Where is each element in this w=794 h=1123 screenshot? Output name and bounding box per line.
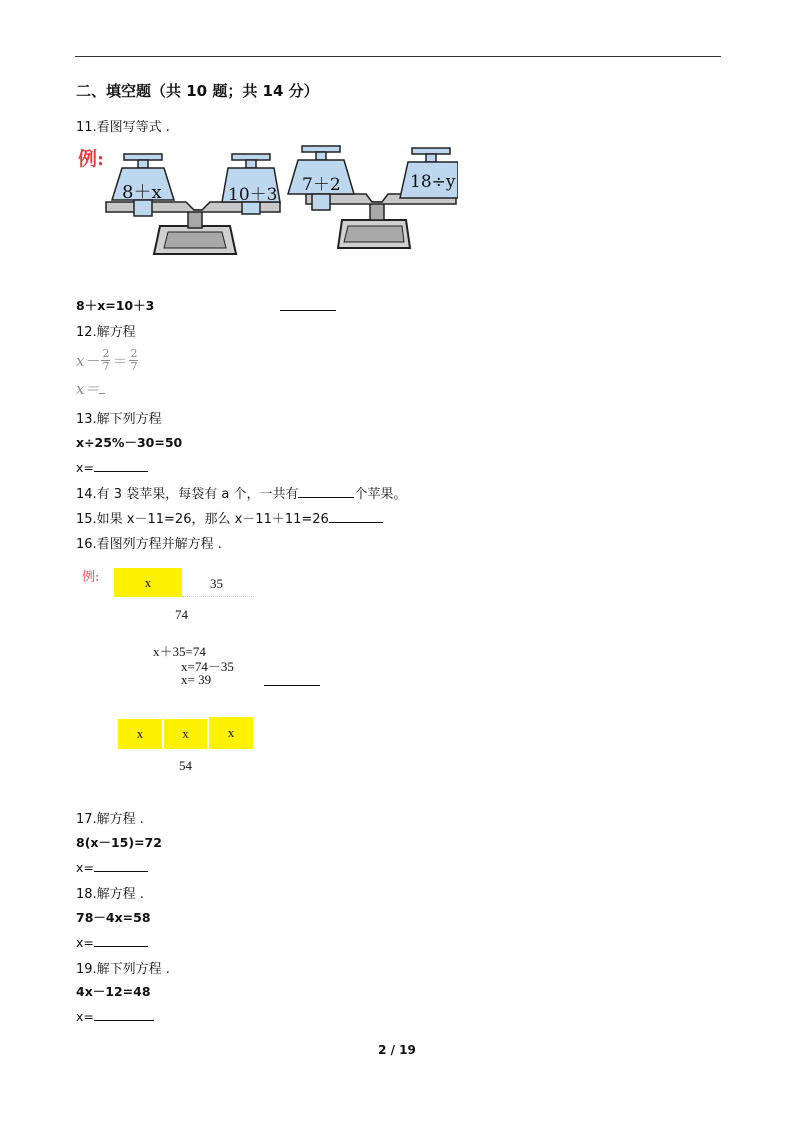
question-17-label: 17.解方程 . xyxy=(76,812,144,827)
q16-answer-blank[interactable] xyxy=(264,672,320,686)
q17-answer-row xyxy=(76,858,148,875)
exercise-scale xyxy=(288,146,458,248)
q12-answer-prefix: x＝ xyxy=(76,380,100,398)
q16-step-3: x= 39 xyxy=(181,672,212,687)
q12-equals: ＝ xyxy=(112,352,128,370)
q13-equation: x÷25%－30=50 xyxy=(76,435,183,450)
q18-answer-blank[interactable] xyxy=(94,933,148,947)
q12-fraction xyxy=(101,348,110,373)
pan-label-2: 10＋3 xyxy=(228,185,278,205)
q19-answer-row xyxy=(76,1007,154,1024)
q17-answer-blank[interactable] xyxy=(94,858,148,872)
q19-equation: 4x－12=48 xyxy=(76,984,151,999)
q11-example-equation: 8＋x=10＋3 xyxy=(76,298,155,313)
q12-equation xyxy=(76,348,140,373)
question-16-label: 16.看图列方程并解方程 . xyxy=(76,537,222,552)
q11-answer-blank[interactable] xyxy=(280,297,336,311)
q12-frac-num: 2 xyxy=(102,347,110,360)
q18-answer-row xyxy=(76,933,148,950)
q13-answer-row xyxy=(76,458,148,475)
q13-answer-blank[interactable] xyxy=(94,458,148,472)
q14-text: 14.有 3 袋苹果，每袋有 a 个，一共有 xyxy=(76,487,299,502)
bar-segment-35: 35 xyxy=(210,576,223,591)
pan-label-3: 7＋2 xyxy=(302,175,341,195)
q13-answer-prefix: x= xyxy=(76,460,94,475)
q19-answer-prefix: x= xyxy=(76,1009,94,1024)
q12-frac-den: 7 xyxy=(102,360,110,373)
q12-rhs-den: 7 xyxy=(130,360,138,373)
question-14 xyxy=(76,483,406,502)
question-13-label: 13.解下列方程 xyxy=(76,412,162,427)
question-18-label: 18.解方程 . xyxy=(76,887,144,902)
q16-step-1: x＋35=74 xyxy=(153,644,206,659)
bar-x-3: x xyxy=(209,717,253,749)
example-mark-11: 例: xyxy=(78,148,105,170)
q18-answer-prefix: x= xyxy=(76,935,94,950)
pan-label-1: 8＋x xyxy=(122,182,162,203)
q12-rhs-fraction xyxy=(129,348,138,373)
question-12-label: 12.解方程 xyxy=(76,325,136,340)
q12-answer-blank[interactable] xyxy=(99,380,105,394)
bar-x-2: x xyxy=(164,719,207,749)
question-19-label: 19.解下列方程 . xyxy=(76,962,170,977)
question-15 xyxy=(76,508,383,527)
q12-lhs: x－ xyxy=(76,352,100,370)
section-title: 二、填空题（共 10 题；共 14 分） xyxy=(76,82,319,100)
example-mark-16: 例: xyxy=(82,570,100,585)
q12-rhs-num: 2 xyxy=(130,347,138,360)
total-74: 74 xyxy=(175,607,188,622)
page-number: 2 / 19 xyxy=(378,1043,416,1057)
q14-answer-blank[interactable] xyxy=(298,484,354,498)
pan-label-4: 18÷y xyxy=(410,172,456,192)
q19-answer-blank[interactable] xyxy=(94,1007,154,1021)
q14-tail: 个苹果。 xyxy=(354,487,407,502)
total-54: 54 xyxy=(179,758,192,773)
question-11-label: 11.看图写等式 . xyxy=(76,120,170,135)
bar-segment-35-outline xyxy=(182,596,254,597)
q16-step-2: x=74－35 xyxy=(181,659,234,674)
bar-x-1: x xyxy=(118,719,162,749)
q17-answer-prefix: x= xyxy=(76,860,94,875)
q17-equation: 8(x－15)=72 xyxy=(76,835,162,850)
q18-equation: 78－4x=58 xyxy=(76,910,151,925)
bar-segment-x: x xyxy=(114,568,182,597)
q15-text: 15.如果 x－11=26，那么 x－11＋11=26 xyxy=(76,512,329,527)
q15-answer-blank[interactable] xyxy=(329,509,383,523)
top-rule xyxy=(75,56,721,57)
q12-answer-row xyxy=(76,378,105,399)
